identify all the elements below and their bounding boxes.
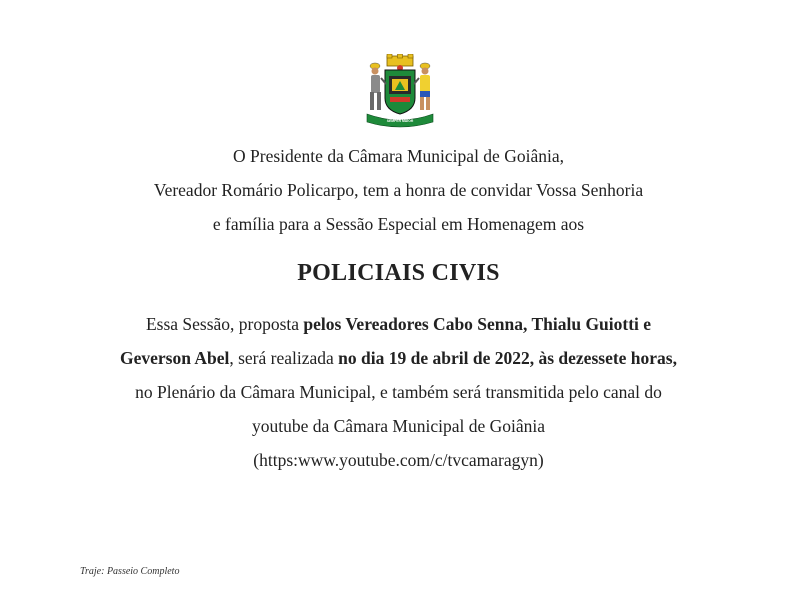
body-line-1-bold: pelos Vereadores Cabo Senna, Thialu Guiotti e: [303, 314, 652, 334]
crest-motto: SEMPER MAIOR: [386, 119, 414, 123]
body-line-2-text: , será realizada: [229, 348, 339, 368]
page-title: POLICIAIS CIVIS: [297, 260, 500, 286]
intro-line-2: Vereador Romário Policarpo, tem a honra de convidar Vossa Senhoria: [153, 180, 644, 200]
body-line-1-text: Essa Sessão, proposta: [145, 314, 304, 334]
coat-of-arms-icon: [361, 54, 439, 130]
body-line-4: youtube da Câmara Municipal de Goiânia: [251, 416, 546, 436]
body-line-5-url: (https:www.youtube.com/c/tvcamaragyn): [253, 450, 544, 470]
body-line-1: [0, 314, 797, 335]
dress-code: Traje: Passeio Completo: [80, 566, 180, 577]
body-line-2: [0, 348, 797, 369]
body-line-2-bold-date: no dia 19 de abril de 2022, às dezessete horas,: [338, 348, 677, 368]
intro-line-1: O Presidente da Câmara Municipal de Goiânia,: [233, 146, 564, 166]
body-line-3: no Plenário da Câmara Municipal, e também será transmitida pelo canal do: [135, 382, 662, 402]
intro-line-3: e família para a Sessão Especial em Homenagem aos: [212, 214, 585, 234]
body-line-2-bold-name: Geverson Abel: [119, 348, 230, 368]
